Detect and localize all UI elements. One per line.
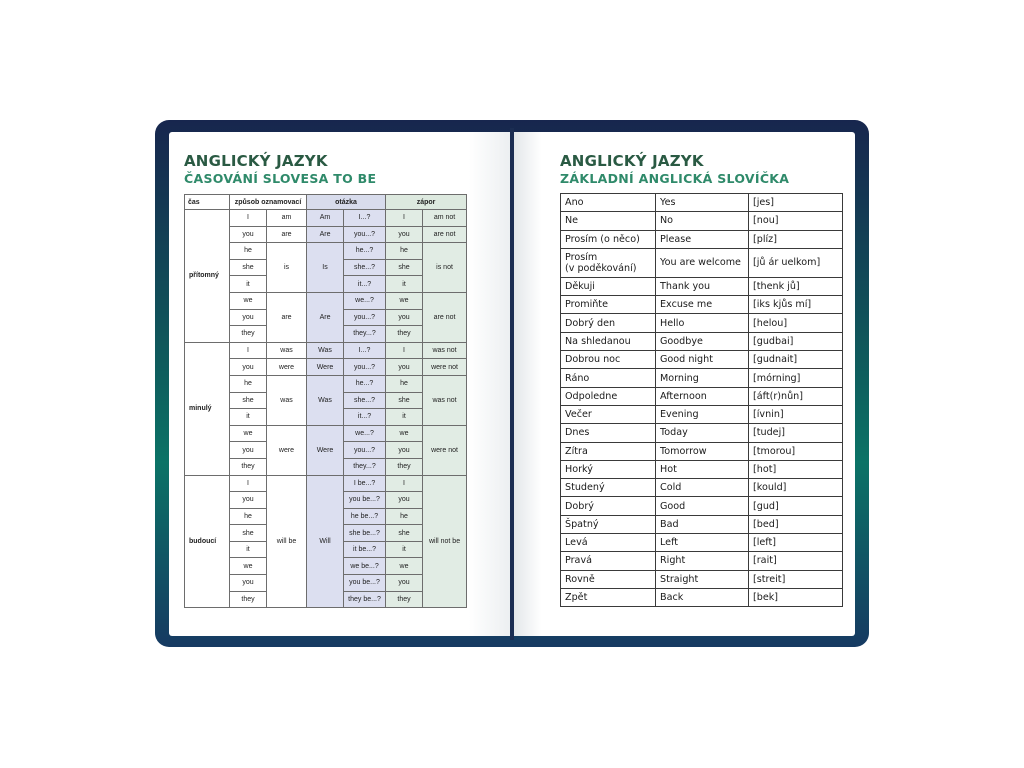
- cell: he be...?: [344, 508, 386, 525]
- pronunciation: [gud]: [749, 497, 843, 515]
- vocab-row: [561, 212, 843, 230]
- cell: they...?: [344, 326, 386, 343]
- cell: are not: [423, 292, 467, 342]
- cell: he: [230, 375, 267, 392]
- cell: we: [230, 425, 267, 442]
- english-word: Hot: [656, 460, 749, 478]
- vocabulary-table: [560, 193, 843, 607]
- cell: is: [267, 243, 307, 293]
- czech-word: Prosím (v poděkování): [561, 248, 656, 277]
- cell: Was: [307, 342, 344, 359]
- vocab-row: [561, 515, 843, 533]
- pronunciation: [ívnin]: [749, 405, 843, 423]
- cell: I: [230, 342, 267, 359]
- vocab-row: [561, 387, 843, 405]
- cell: we...?: [344, 292, 386, 309]
- left-page-title: ANGLICKÝ JAZYK: [184, 152, 328, 170]
- czech-word: Dobrý: [561, 497, 656, 515]
- english-word: Good: [656, 497, 749, 515]
- cell: they: [386, 458, 423, 475]
- cell: we: [386, 558, 423, 575]
- cell: you be...?: [344, 575, 386, 592]
- cell: was: [267, 375, 307, 425]
- cell: we: [386, 292, 423, 309]
- english-word: Cold: [656, 479, 749, 497]
- pronunciation: [thenk jů]: [749, 277, 843, 295]
- cell: was not: [423, 342, 467, 359]
- czech-word: Odpoledne: [561, 387, 656, 405]
- cell: it...?: [344, 409, 386, 426]
- cell: it: [386, 276, 423, 293]
- vocab-row: [561, 534, 843, 552]
- pronunciation: [tudej]: [749, 424, 843, 442]
- english-word: Yes: [656, 194, 749, 212]
- cell: she: [230, 259, 267, 276]
- pronunciation: [rait]: [749, 552, 843, 570]
- header-cas: čas: [185, 195, 230, 210]
- pronunciation: [bed]: [749, 515, 843, 533]
- cell: are: [267, 226, 307, 243]
- czech-word: Promiňte: [561, 296, 656, 314]
- cell: you: [386, 226, 423, 243]
- cell: it be...?: [344, 541, 386, 558]
- czech-word: Pravá: [561, 552, 656, 570]
- pronunciation: [jes]: [749, 194, 843, 212]
- table-row: [185, 342, 467, 359]
- pronunciation: [gudnait]: [749, 351, 843, 369]
- vocab-row: [561, 314, 843, 332]
- cell: he: [230, 243, 267, 260]
- english-word: Bad: [656, 515, 749, 533]
- cell: he...?: [344, 375, 386, 392]
- english-word: Evening: [656, 405, 749, 423]
- cell: she: [386, 525, 423, 542]
- cell: we...?: [344, 425, 386, 442]
- cell: Are: [307, 292, 344, 342]
- cell: are not: [423, 226, 467, 243]
- cell: she: [230, 525, 267, 542]
- vocab-row: [561, 479, 843, 497]
- cell: he: [386, 375, 423, 392]
- english-word: Tomorrow: [656, 442, 749, 460]
- czech-word: Prosím (o něco): [561, 230, 656, 248]
- cell: was not: [423, 375, 467, 425]
- czech-word: Děkuji: [561, 277, 656, 295]
- pronunciation: [hot]: [749, 460, 843, 478]
- vocab-row: [561, 460, 843, 478]
- pronunciation: [iks kjůs mí]: [749, 296, 843, 314]
- cell: will not be: [423, 475, 467, 608]
- header-zpusob: způsob oznamovací: [230, 195, 307, 210]
- to-be-conjugation-table: [184, 194, 467, 608]
- czech-word: Ano: [561, 194, 656, 212]
- cell: it...?: [344, 276, 386, 293]
- tense-label-budouci: budoucí: [185, 475, 230, 608]
- czech-word: Dnes: [561, 424, 656, 442]
- pronunciation: [áft(r)nůn]: [749, 387, 843, 405]
- cell: you be...?: [344, 492, 386, 509]
- cell: she: [230, 392, 267, 409]
- vocab-row: [561, 248, 843, 277]
- cell: were not: [423, 359, 467, 376]
- english-word: Morning: [656, 369, 749, 387]
- cell: you...?: [344, 442, 386, 459]
- czech-word: Dobrou noc: [561, 351, 656, 369]
- cell: they: [230, 326, 267, 343]
- pronunciation: [kould]: [749, 479, 843, 497]
- english-word: Hello: [656, 314, 749, 332]
- english-word: Right: [656, 552, 749, 570]
- cell: she: [386, 392, 423, 409]
- cell: it: [230, 409, 267, 426]
- right-page-subtitle: ZÁKLADNÍ ANGLICKÁ SLOVÍČKA: [560, 171, 790, 186]
- cell: Am: [307, 210, 344, 227]
- vocab-row: [561, 442, 843, 460]
- pronunciation: [helou]: [749, 314, 843, 332]
- cell: she...?: [344, 392, 386, 409]
- english-word: Left: [656, 534, 749, 552]
- cell: he: [386, 508, 423, 525]
- cell: Will: [307, 475, 344, 608]
- cell: am: [267, 210, 307, 227]
- left-page-subtitle: ČASOVÁNÍ SLOVESA TO BE: [184, 171, 377, 186]
- cell: he...?: [344, 243, 386, 260]
- vocab-row: [561, 588, 843, 606]
- cell: am not: [423, 210, 467, 227]
- czech-word: Zítra: [561, 442, 656, 460]
- czech-word: Večer: [561, 405, 656, 423]
- english-word: Afternoon: [656, 387, 749, 405]
- cell: Was: [307, 375, 344, 425]
- czech-word: Dobrý den: [561, 314, 656, 332]
- pronunciation: [tmorou]: [749, 442, 843, 460]
- cell: we: [230, 558, 267, 575]
- cell: Were: [307, 425, 344, 475]
- vocab-row: [561, 497, 843, 515]
- cell: you: [386, 575, 423, 592]
- cell: she be...?: [344, 525, 386, 542]
- cell: I: [230, 475, 267, 492]
- tense-label-pritomny: přítomný: [185, 210, 230, 343]
- cell: we: [230, 292, 267, 309]
- cell: I be...?: [344, 475, 386, 492]
- cell: you...?: [344, 359, 386, 376]
- cell: they: [386, 326, 423, 343]
- vocab-row: [561, 351, 843, 369]
- pronunciation: [streit]: [749, 570, 843, 588]
- cell: you: [230, 492, 267, 509]
- czech-word: Zpět: [561, 588, 656, 606]
- english-word: Today: [656, 424, 749, 442]
- book-spine: [510, 128, 514, 640]
- right-page-title: ANGLICKÝ JAZYK: [560, 152, 704, 170]
- cell: is not: [423, 243, 467, 293]
- cell: you...?: [344, 309, 386, 326]
- cell: we be...?: [344, 558, 386, 575]
- cell: I...?: [344, 210, 386, 227]
- english-word: No: [656, 212, 749, 230]
- cell: he: [386, 243, 423, 260]
- english-word: Please: [656, 230, 749, 248]
- english-word: Excuse me: [656, 296, 749, 314]
- vocab-row: [561, 296, 843, 314]
- cell: it: [230, 276, 267, 293]
- cell: it: [386, 409, 423, 426]
- header-zapor: zápor: [386, 195, 467, 210]
- pronunciation: [left]: [749, 534, 843, 552]
- cell: were: [267, 425, 307, 475]
- czech-word: Ráno: [561, 369, 656, 387]
- vocab-row: [561, 424, 843, 442]
- pronunciation: [bek]: [749, 588, 843, 606]
- czech-word: Rovně: [561, 570, 656, 588]
- cell: she...?: [344, 259, 386, 276]
- cell: you: [230, 359, 267, 376]
- cell: they: [230, 591, 267, 608]
- cell: Were: [307, 359, 344, 376]
- cell: you: [386, 359, 423, 376]
- english-word: Back: [656, 588, 749, 606]
- cell: were not: [423, 425, 467, 475]
- cell: I: [386, 342, 423, 359]
- cell: you: [230, 309, 267, 326]
- cell: we: [386, 425, 423, 442]
- cell: Are: [307, 226, 344, 243]
- vocab-row: [561, 332, 843, 350]
- cell: she: [386, 259, 423, 276]
- cell: will be: [267, 475, 307, 608]
- cell: you: [230, 226, 267, 243]
- czech-word: Levá: [561, 534, 656, 552]
- table-header-row: [185, 195, 467, 210]
- cell: were: [267, 359, 307, 376]
- pronunciation: [gudbai]: [749, 332, 843, 350]
- english-word: You are welcome: [656, 248, 749, 277]
- english-word: Thank you: [656, 277, 749, 295]
- vocab-row: [561, 194, 843, 212]
- vocab-row: [561, 277, 843, 295]
- cell: they be...?: [344, 591, 386, 608]
- czech-word: Studený: [561, 479, 656, 497]
- czech-word: Ne: [561, 212, 656, 230]
- cell: it: [386, 541, 423, 558]
- cell: you...?: [344, 226, 386, 243]
- cell: Is: [307, 243, 344, 293]
- cell: they: [230, 458, 267, 475]
- vocab-row: [561, 405, 843, 423]
- cell: you: [386, 492, 423, 509]
- cell: I...?: [344, 342, 386, 359]
- pronunciation: [jů ár uelkom]: [749, 248, 843, 277]
- czech-word: Na shledanou: [561, 332, 656, 350]
- cell: I: [386, 210, 423, 227]
- cell: you: [386, 442, 423, 459]
- cell: you: [230, 442, 267, 459]
- czech-word: Špatný: [561, 515, 656, 533]
- cell: he: [230, 508, 267, 525]
- header-otazka: otázka: [307, 195, 386, 210]
- tense-label-minuly: minulý: [185, 342, 230, 475]
- english-word: Good night: [656, 351, 749, 369]
- cell: was: [267, 342, 307, 359]
- cell: I: [230, 210, 267, 227]
- cell: I: [386, 475, 423, 492]
- pronunciation: [mórning]: [749, 369, 843, 387]
- cell: you: [386, 309, 423, 326]
- vocab-row: [561, 369, 843, 387]
- table-row: [185, 475, 467, 492]
- cell: they...?: [344, 458, 386, 475]
- pronunciation: [plíz]: [749, 230, 843, 248]
- table-row: [185, 210, 467, 227]
- pronunciation: [nou]: [749, 212, 843, 230]
- english-word: Straight: [656, 570, 749, 588]
- cell: they: [386, 591, 423, 608]
- cell: are: [267, 292, 307, 342]
- cell: it: [230, 541, 267, 558]
- vocab-row: [561, 570, 843, 588]
- vocab-row: [561, 230, 843, 248]
- english-word: Goodbye: [656, 332, 749, 350]
- czech-word: Horký: [561, 460, 656, 478]
- vocab-row: [561, 552, 843, 570]
- cell: you: [230, 575, 267, 592]
